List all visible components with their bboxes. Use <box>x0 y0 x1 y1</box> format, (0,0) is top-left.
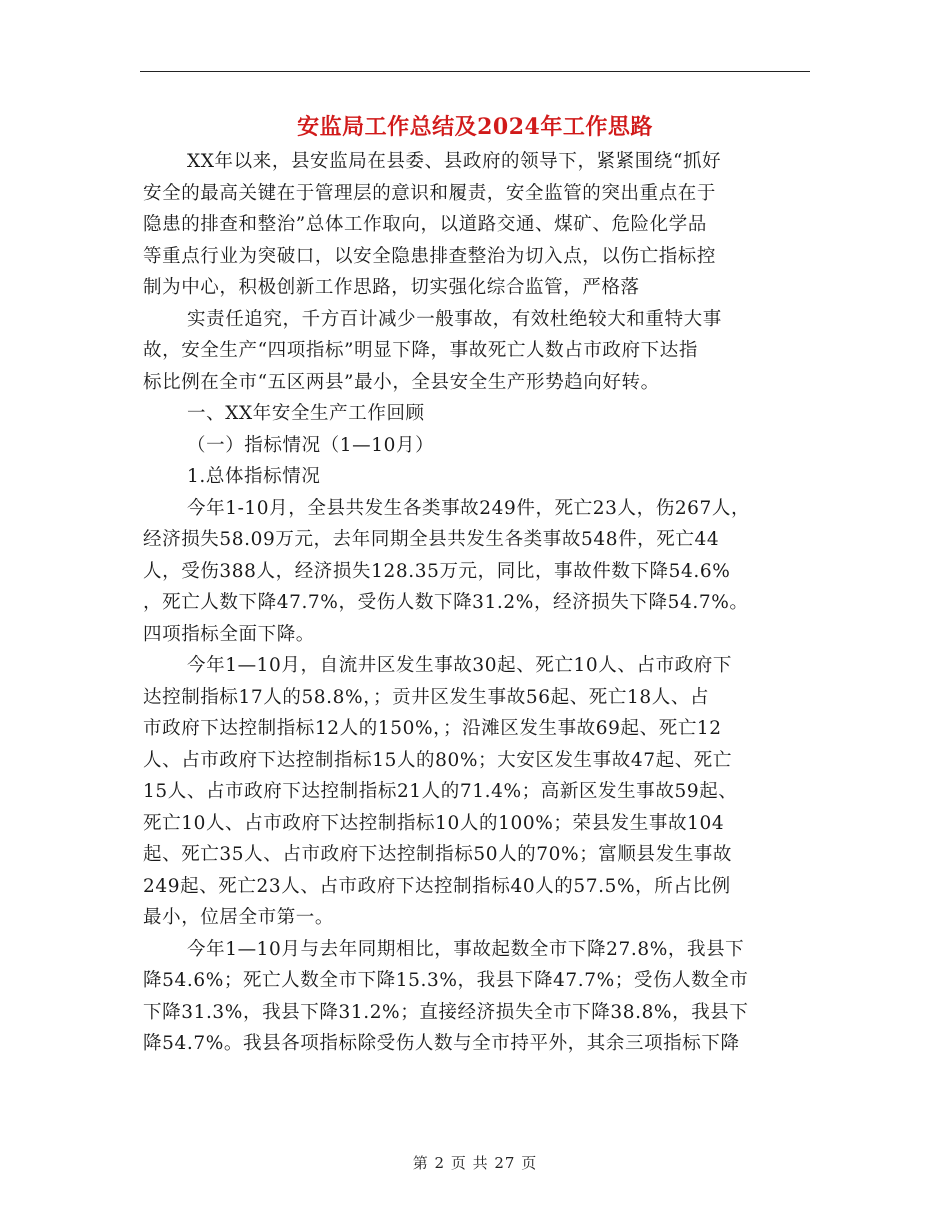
text-line: 起、死亡35人、占市政府下达控制指标50人的70%；富顺县发生事故 <box>143 844 733 865</box>
text-line: 人，受伤388人，经济损失128.35万元，同比，事故件数下降54.6% <box>143 560 731 582</box>
text-line: 人、占市政府下达控制指标15人的80%；大安区发生事故47起、死亡 <box>143 749 733 771</box>
text-line: ，死亡人数下降47.7%，受伤人数下降31.2%，经济损失下降54.7%。 <box>143 592 749 613</box>
text-line: 制为中心，积极创新工作思路，切实强化综合监管，严格落 <box>143 277 640 298</box>
header-rule <box>140 71 810 72</box>
text-line: 隐患的排查和整治”总体工作取向，以道路交通、煤矿、危险化学品 <box>143 214 707 235</box>
text-line: 实责任追究，千方百计减少一般事故，有效杜绝较大和重特大事 <box>187 308 722 330</box>
text-line: 15人、占市政府下达控制指标21人的71.4%；高新区发生事故59起、 <box>143 781 738 802</box>
text-line: 标比例在全市“五区两县”最小，全县安全生产形势趋向好转。 <box>143 371 660 393</box>
text-line: 下降31.3%，我县下降31.2%；直接经济损失全市下降38.8%，我县下 <box>143 1001 749 1023</box>
document-body <box>143 146 823 1060</box>
text-line: （一）指标情况（1—10月） <box>187 434 435 456</box>
text-line: 1.总体指标情况 <box>187 466 321 487</box>
text-line: 今年1—10月与去年同期相比，事故起数全市下降27.8%，我县下 <box>187 938 745 960</box>
text-line: 249起、死亡23人、占市政府下达控制指标40人的57.5%，所占比例 <box>143 875 731 897</box>
text-line: 降54.7%。我县各项指标除受伤人数与全市持平外，其余三项指标下降 <box>143 1033 740 1054</box>
text-line: XX年以来，县安监局在县委、县政府的领导下，紧紧围绕“抓好 <box>187 151 722 172</box>
text-line: 故，安全生产“四项指标”明显下降，事故死亡人数占市政府下达指 <box>143 340 698 361</box>
text-line: 四项指标全面下降。 <box>143 623 315 645</box>
text-line: 达控制指标17人的58.8%，；贡井区发生事故56起、死亡18人、占 <box>143 686 710 708</box>
text-line: 市政府下达控制指标12人的150%，；沿滩区发生事故69起、死亡12 <box>143 718 722 739</box>
text-line: 等重点行业为突破口，以安全隐患排查整治为切入点，以伤亡指标控 <box>143 245 717 267</box>
page-number: 第 2 页 共 27 页 <box>412 1154 538 1172</box>
text-line: 安全的最高关键在于管理层的意识和履责，安全监管的突出重点在于 <box>143 182 717 204</box>
text-line: 今年1—10月，自流井区发生事故30起、死亡10人、占市政府下 <box>187 655 732 676</box>
text-line: 死亡10人、占市政府下达控制指标10人的100%；荣县发生事故104 <box>143 812 725 834</box>
document-title: 安监局工作总结及2024年工作思路 <box>297 114 653 140</box>
text-line: 最小，位居全市第一。 <box>143 907 335 928</box>
text-line: 降54.6%；死亡人数全市下降15.3%，我县下降47.7%；受伤人数全市 <box>143 970 749 991</box>
text-line: 一、XX年安全生产工作回顾 <box>187 403 425 424</box>
text-line: 经济损失58.09万元，去年同期全县共发生各类事故548件，死亡44 <box>143 529 720 550</box>
text-line: 今年1-10月，全县共发生各类事故249件，死亡23人，伤267人， <box>187 497 751 519</box>
